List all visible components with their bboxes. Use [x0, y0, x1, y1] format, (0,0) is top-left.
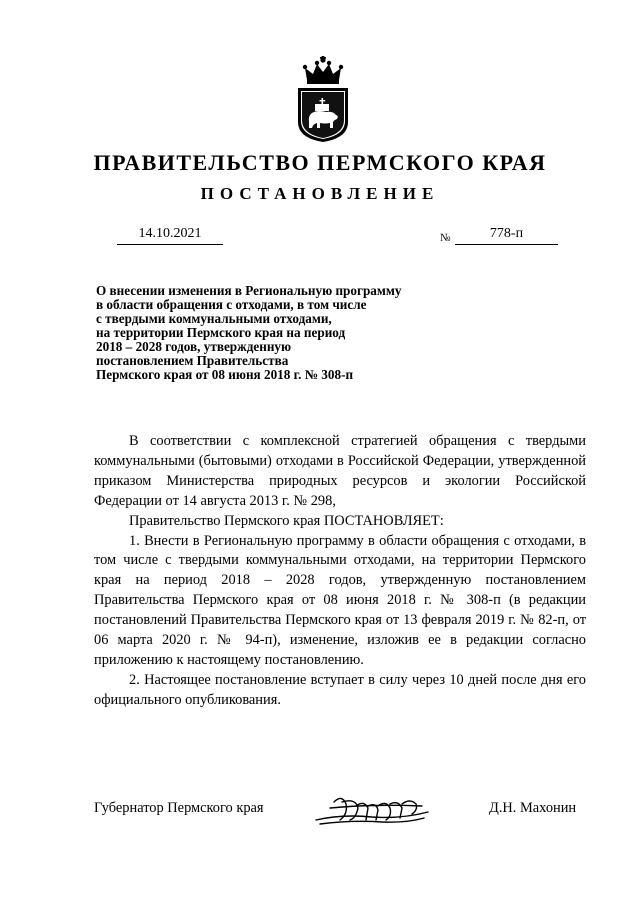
- body-paragraph: Правительство Пермского края ПОСТАНОВЛЯЕТ:: [129, 512, 444, 529]
- handwritten-signature-icon: [312, 790, 432, 830]
- government-title: ПРАВИТЕЛЬСТВО ПЕРМСКОГО КРАЯ: [93, 150, 547, 175]
- subject-line: в области обращения с отходами, в том числе: [96, 297, 367, 312]
- document-date: 14.10.2021: [117, 226, 223, 245]
- document-number: 778-п: [455, 226, 558, 245]
- body-paragraph: В соответствии с комплексной стратегией обращения с твердыми коммунальными (бытовыми) отходами в Российской Федерации, утвержденной приказом Министерства природных ресурсов и экологии Российской Федерации от 14 августа 2013 г. № 298,: [94, 433, 586, 509]
- body-paragraph: 1. Внести в Региональную программу в области обращения с отходами, в том числе с твердыми коммунальными отходами, на территории Пермского края на период 2018 – 2028 годов, утвержденную постановлением Правительства Пермского края от 08 июня 2018 г. № 308-п (в редакции постановлений Правительства Пермского края от 13 февраля 2019 г. № 82-п, от 06 марта 2020 г. № 94-п), изменение, изложив ее в редакции согласно приложению к настоящему постановлению.: [94, 532, 586, 668]
- signer-title: Губернатор Пермского края: [94, 800, 264, 816]
- subject-line: 2018 – 2028 годов, утвержденную: [96, 339, 292, 354]
- body-paragraph: 2. Настоящее постановление вступает в силу через 10 дней после дня его официального опубликования.: [94, 671, 586, 708]
- number-label: №: [440, 232, 451, 244]
- coat-of-arms-icon: [293, 56, 353, 142]
- subject-line: О внесении изменения в Региональную программу: [96, 283, 402, 298]
- signer-name: Д.Н. Махонин: [489, 800, 577, 816]
- document-subject: [96, 284, 466, 382]
- subject-line: постановлением Правительства: [96, 353, 289, 368]
- document-type: ПОСТАНОВЛЕНИЕ: [200, 184, 440, 203]
- subject-line: с твердыми коммунальными отходами,: [96, 311, 332, 326]
- subject-line: Пермского края от 08 июня 2018 г. № 308-п: [96, 367, 354, 382]
- document-body: [94, 432, 586, 711]
- subject-line: на территории Пермского края на период: [96, 325, 346, 340]
